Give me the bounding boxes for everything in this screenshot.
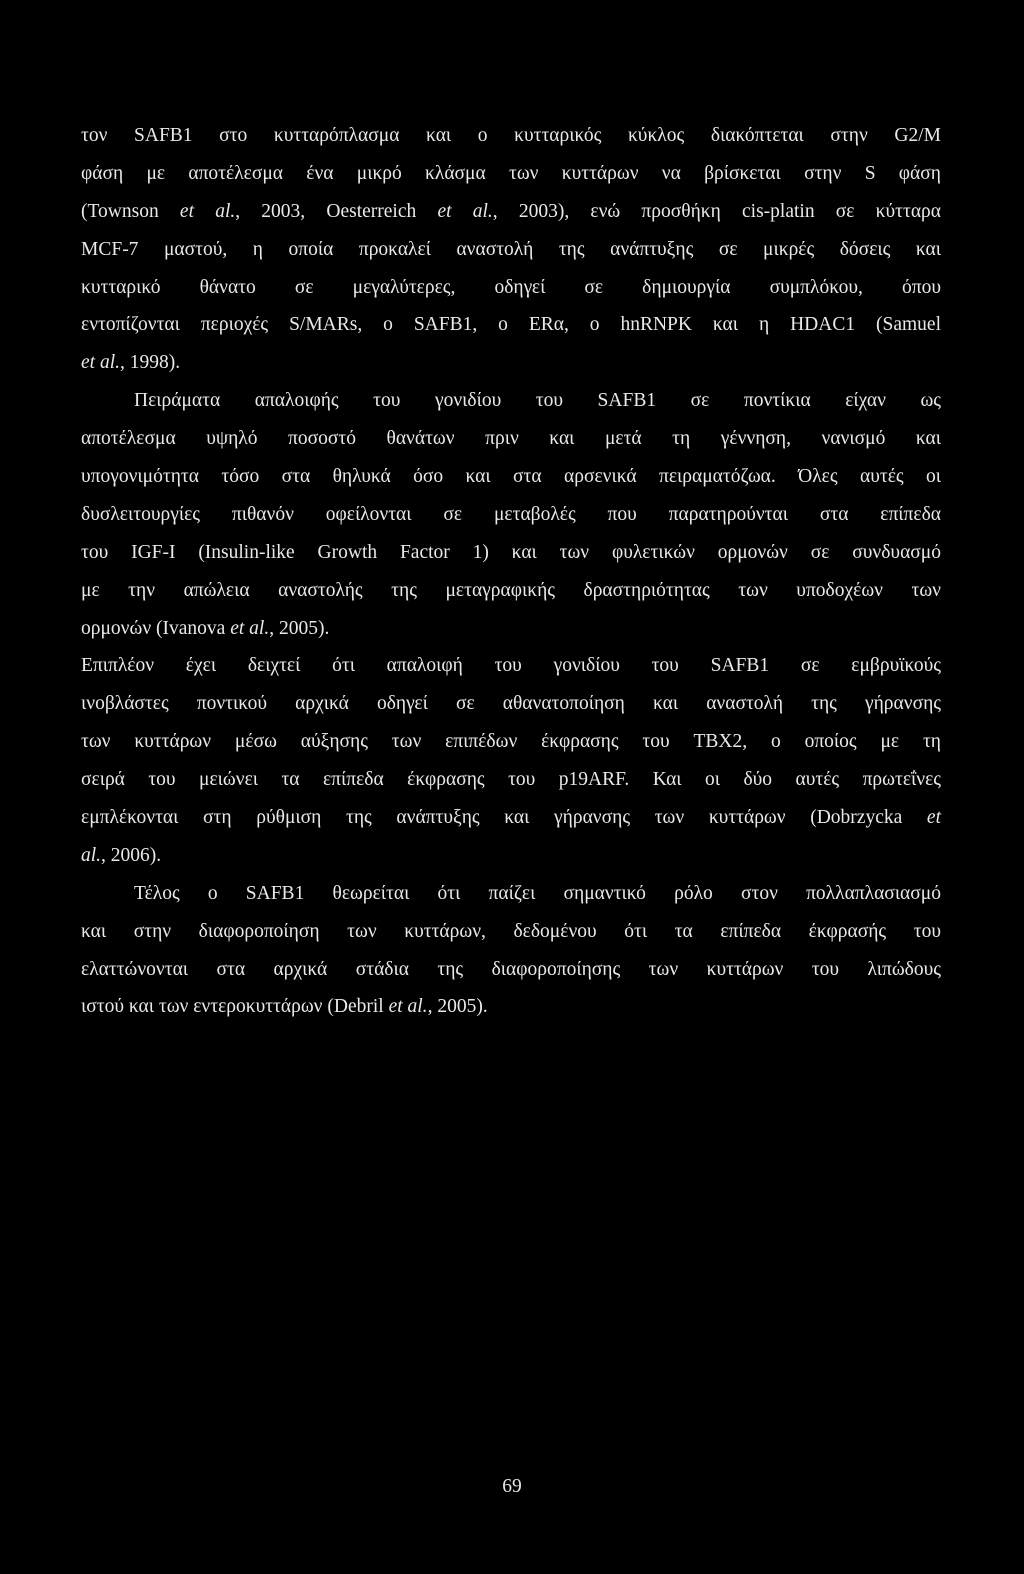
text-line (81, 988, 941, 1026)
text-line (81, 723, 941, 761)
text-line (81, 647, 941, 685)
document-body (81, 117, 941, 1026)
text-segment: αποτέλεσμα υψηλό ποσοστό θανάτων πριν και μετά τη γέννηση, νανισμό και (81, 428, 941, 450)
text-segment: , 2005). (269, 617, 330, 639)
text-segment: MCF-7 μαστού, η οποία προκαλεί αναστολή της ανάπτυξης σε μικρές δόσεις και (81, 238, 941, 260)
italic-text-segment: et al. (388, 996, 428, 1018)
text-segment: , 1998). (120, 352, 181, 374)
text-line (81, 875, 941, 913)
text-line (81, 572, 941, 610)
text-line (81, 610, 941, 648)
text-segment: , 2006). (101, 844, 162, 866)
text-line (81, 382, 941, 420)
text-line (81, 117, 941, 155)
text-line (81, 420, 941, 458)
italic-text-segment: et al. (230, 617, 270, 639)
text-line (81, 193, 941, 231)
text-segment: κυτταρικό θάνατο σε μεγαλύτερες, οδηγεί σε δημιουργία συμπλόκου, όπου (81, 276, 941, 298)
text-segment: , 2005). (427, 996, 488, 1018)
text-segment: ορμονών (Ivanova (81, 617, 231, 639)
text-segment: Τέλος ο SAFB1 θεωρείται ότι παίζει σημαντικό ρόλο στον πολλαπλασιασμό (134, 882, 941, 904)
text-line (81, 837, 941, 875)
italic-text-segment: et al. (81, 352, 120, 374)
text-line (81, 685, 941, 723)
text-line (81, 761, 941, 799)
text-segment: υπογονιμότητα τόσο στα θηλυκά όσο και στα αρσενικά πειραματόζωα. Όλες αυτές οι (81, 466, 941, 488)
italic-text-segment: al. (81, 844, 102, 866)
text-line (81, 458, 941, 496)
text-segment: ινοβλάστες ποντικού αρχικά οδηγεί σε αθανατοποίηση και αναστολή της γήρανσης (81, 693, 941, 715)
text-segment: σειρά του μειώνει τα επίπεδα έκφρασης του p19ARF. Και οι δύο αυτές πρωτεΐνες (81, 769, 941, 791)
text-line (81, 496, 941, 534)
text-segment: (Townson (81, 200, 180, 222)
text-line (81, 155, 941, 193)
text-line (81, 799, 941, 837)
text-line (81, 269, 941, 307)
italic-text-segment: et al. (437, 200, 493, 222)
text-segment: εμπλέκονται στη ρύθμιση της ανάπτυξης και γήρανσης των κυττάρων (Dobrzycka (81, 807, 927, 829)
italic-text-segment: et al. (179, 200, 236, 222)
page-number: 69 (502, 1476, 522, 1497)
text-segment: των κυττάρων μέσω αύξησης των επιπέδων έκφρασης του TBX2, ο οποίος με τη (81, 731, 941, 753)
text-segment: του IGF-I (Insulin-like Growth Factor 1) και των φυλετικών ορμονών σε συνδυασμό (81, 541, 941, 563)
text-segment: Επιπλέον έχει δειχτεί ότι απαλοιφή του γονιδίου του SAFB1 σε εμβρυϊκούς (81, 655, 941, 677)
italic-text-segment: et (926, 807, 941, 829)
text-segment: τον SAFB1 στο κυτταρόπλασμα και ο κυτταρικός κύκλος διακόπτεται στην G2/M (81, 125, 941, 146)
text-segment: Πειράματα απαλοιφής του γονιδίου του SAFB1 σε ποντίκια είχαν ως (134, 390, 941, 412)
text-line (81, 306, 941, 344)
text-line (81, 231, 941, 269)
text-line (81, 534, 941, 572)
text-segment: ελαττώνονται στα αρχικά στάδια της διαφοροποίησης των κυττάρων του λιπώδους (81, 958, 941, 980)
text-segment: ιστού και των εντεροκυττάρων (Debril (81, 996, 389, 1018)
text-line (81, 913, 941, 951)
text-line (81, 951, 941, 989)
text-line (81, 344, 941, 382)
text-segment: και στην διαφοροποίηση των κυττάρων, δεδομένου ότι τα επίπεδα έκφρασής του (81, 920, 941, 942)
text-segment: εντοπίζονται περιοχές S/MARs, ο SAFB1, ο ERα, ο hnRNPK και η HDAC1 (Samuel (81, 314, 941, 336)
text-segment: , 2003, Oesterreich (235, 200, 438, 222)
text-segment: , 2003), ενώ προσθήκη cis-platin σε κύτταρα (492, 200, 941, 222)
text-segment: φάση με αποτέλεσμα ένα μικρό κλάσμα των κυττάρων να βρίσκεται στην S φάση (81, 162, 941, 184)
text-segment: δυσλειτουργίες πιθανόν οφείλονται σε μεταβολές που παρατηρούνται στα επίπεδα (81, 503, 941, 525)
text-segment: με την απώλεια αναστολής της μεταγραφικής δραστηριότητας των υποδοχέων των (81, 579, 941, 601)
